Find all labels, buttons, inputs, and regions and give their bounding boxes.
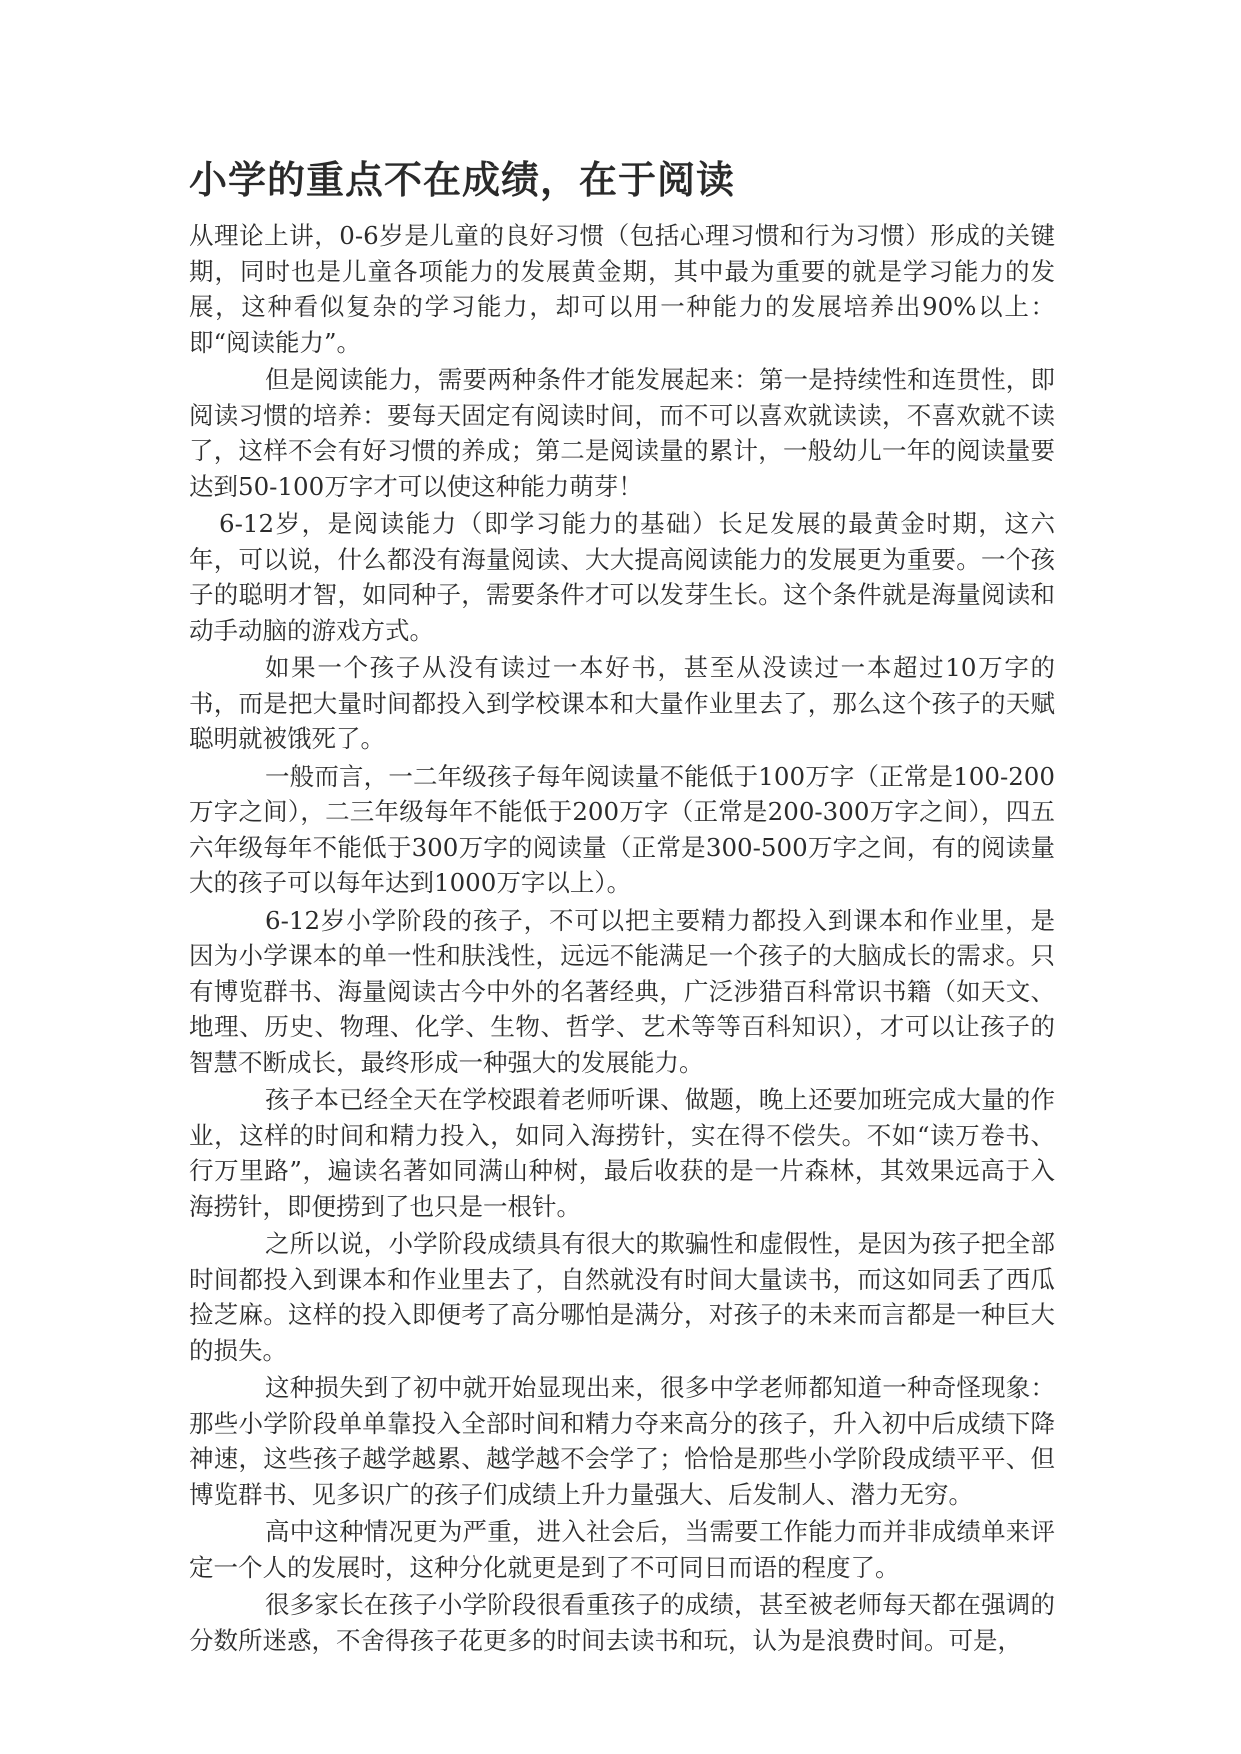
paragraph-10: 高中这种情况更为严重，进入社会后，当需要工作能力而并非成绩单来评定一个人的发展时，这种分化就更是到了不可同日而语的程度了。 (189, 1517, 1055, 1582)
paragraph-8: 之所以说，小学阶段成绩具有很大的欺骗性和虚假性，是因为孩子把全部时间都投入到课本和作业里去了，自然就没有时间大量读书，而这如同丢了西瓜捡芝麻。这样的投入即便考了高分哪怕是满分，对孩子的未来而言都是一种巨大的损失。 (189, 1229, 1055, 1365)
paragraph-6: 6-12岁小学阶段的孩子，不可以把主要精力都投入到课本和作业里，是因为小学课本的单一性和肤浅性，远远不能满足一个孩子的大脑成长的需求。只有博览群书、海量阅读古今中外的名著经典，广泛涉猎百科常识书籍（如天文、地理、历史、物理、化学、生物、哲学、艺术等等百科知识），才可以让孩子的智慧不断成长，最终形成一种强大的发展能力。 (189, 905, 1055, 1077)
paragraph-9: 这种损失到了初中就开始显现出来，很多中学老师都知道一种奇怪现象：那些小学阶段单单靠投入全部时间和精力夺来高分的孩子，升入初中后成绩下降神速，这些孩子越学越累、越学越不会学了；恰恰是那些小学阶段成绩平平、但博览群书、见多识广的孩子们成绩上升力量强大、后发制人、潜力无穷。 (189, 1373, 1055, 1509)
paragraph-3: 6-12岁，是阅读能力（即学习能力的基础）长足发展的最黄金时期，这六年，可以说，什么都没有海量阅读、大大提高阅读能力的发展更为重要。一个孩子的聪明才智，如同种子，需要条件才可以发芽生长。这个条件就是海量阅读和动手动脑的游戏方式。 (189, 509, 1055, 645)
paragraph-1: 从理论上讲，0-6岁是儿童的良好习惯（包括心理习惯和行为习惯）形成的关键期，同时也是儿童各项能力的发展黄金期，其中最为重要的就是学习能力的发展，这种看似复杂的学习能力，却可以用一种能力的发展培养出90%以上：即“阅读能力”。 (189, 221, 1055, 357)
article-body (189, 218, 1055, 1660)
article-title: 小学的重点不在成绩，在于阅读 (189, 158, 736, 202)
paragraph-11: 很多家长在孩子小学阶段很看重孩子的成绩，甚至被老师每天都在强调的分数所迷惑，不舍得孩子花更多的时间去读书和玩，认为是浪费时间。可是， (189, 1590, 1055, 1655)
paragraph-2: 但是阅读能力，需要两种条件才能发展起来：第一是持续性和连贯性，即阅读习惯的培养：要每天固定有阅读时间，而不可以喜欢就读读，不喜欢就不读了，这样不会有好习惯的养成；第二是阅读量的累计，一般幼儿一年的阅读量要达到50-100万字才可以使这种能力萌芽！ (189, 365, 1055, 501)
paragraph-7: 孩子本已经全天在学校跟着老师听课、做题，晚上还要加班完成大量的作业，这样的时间和精力投入，如同入海捞针，实在得不偿失。不如“读万卷书、行万里路”，遍读名著如同满山种树，最后收获的是一片森林，其效果远高于入海捞针，即便捞到了也只是一根针。 (189, 1085, 1055, 1221)
paragraph-5: 一般而言，一二年级孩子每年阅读量不能低于100万字（正常是100-200万字之间），二三年级每年不能低于200万字（正常是200-300万字之间），四五六年级每年不能低于300万字的阅读量（正常是300-500万字之间，有的阅读量大的孩子可以每年达到1000万字以上）。 (189, 761, 1055, 897)
paragraph-4: 如果一个孩子从没有读过一本好书，甚至从没读过一本超过10万字的书，而是把大量时间都投入到学校课本和大量作业里去了，那么这个孩子的天赋聪明就被饿死了。 (189, 653, 1055, 753)
